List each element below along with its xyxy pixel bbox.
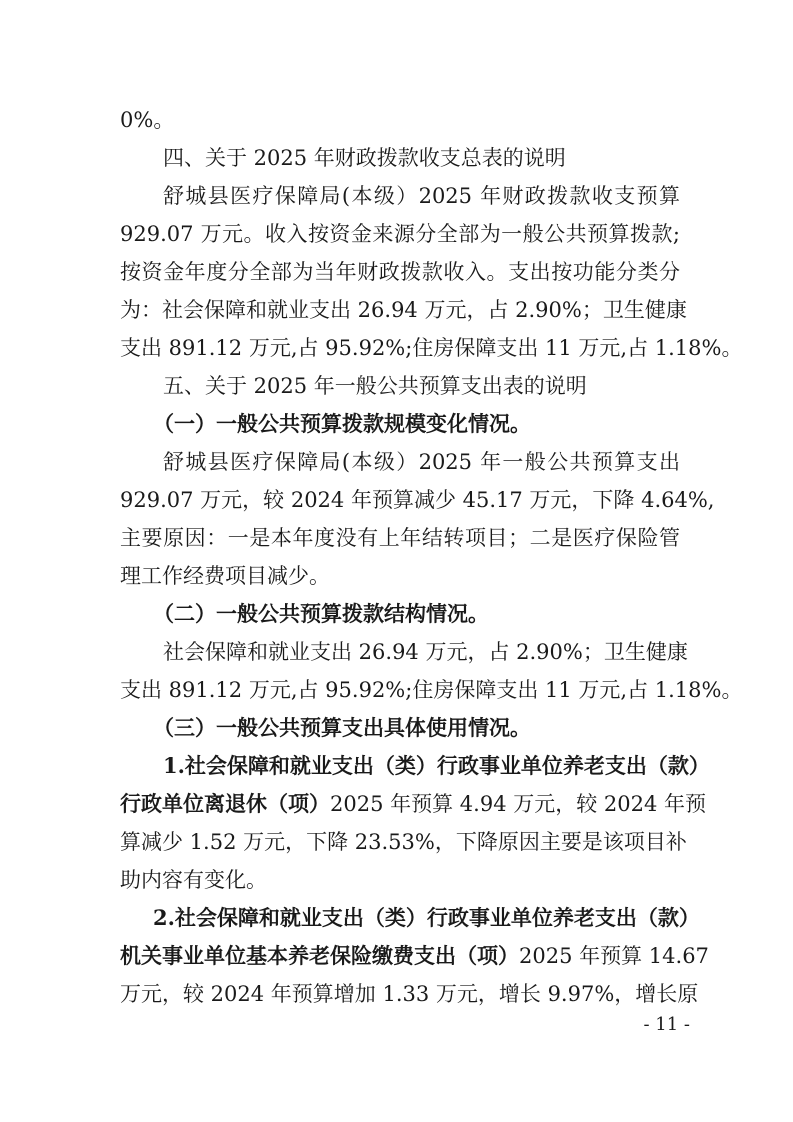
item-heading-1: 1.社会保障和就业支出（类）行政事业单位养老支出（款） bbox=[163, 753, 710, 778]
text-line: 929.07 万元。收入按资金来源分全部为一般公共预算拨款; bbox=[120, 222, 680, 246]
text-line: 为：社会保障和就业支出 26.94 万元，占 2.90%；卫生健康 bbox=[120, 298, 687, 322]
text-line: 主要原因：一是本年度没有上年结转项目；二是医疗保险管 bbox=[120, 526, 680, 550]
text-line: 0%。 bbox=[120, 108, 175, 132]
text-line: 万元，较 2024 年预算增加 1.33 万元，增长 9.97%，增长原 bbox=[120, 982, 699, 1006]
text-line: 行政单位离退休（项）2025 年预算 4.94 万元，较 2024 年预 bbox=[120, 791, 707, 816]
text-line: 理工作经费项目减少。 bbox=[120, 564, 330, 588]
text-line: 支出 891.12 万元,占 95.92%;住房保障支出 11 万元,占 1.18%。 bbox=[120, 336, 743, 360]
text-line: 社会保障和就业支出 26.94 万元，占 2.90%；卫生健康 bbox=[163, 640, 688, 664]
text-line: 算减少 1.52 万元，下降 23.53%，下降原因主要是该项目补 bbox=[120, 830, 687, 854]
text-line: 929.07 万元，较 2024 年预算减少 45.17 万元，下降 4.64%, bbox=[120, 488, 715, 512]
text-line: 机关事业单位基本养老保险缴费支出（项）2025 年预算 14.67 bbox=[120, 943, 709, 968]
text-line: 按资金年度分全部为当年财政拨款收入。支出按功能分类分 bbox=[120, 260, 680, 284]
text-line: 舒城县医疗保障局(本级）2025 年财政拨款收支预算 bbox=[163, 184, 680, 208]
item-heading-2: 2.社会保障和就业支出（类）行政事业单位养老支出（款） bbox=[153, 905, 700, 930]
text-line: 舒城县医疗保障局(本级）2025 年一般公共预算支出 bbox=[163, 450, 680, 474]
text-line: 支出 891.12 万元,占 95.92%;住房保障支出 11 万元,占 1.18%。 bbox=[120, 678, 743, 702]
page-number: - 11 - bbox=[643, 1014, 690, 1035]
section-heading-5: 五、关于 2025 年一般公共预算支出表的说明 bbox=[163, 374, 587, 398]
section-heading-4: 四、关于 2025 年财政拨款收支总表的说明 bbox=[163, 146, 566, 170]
subsection-heading-2: （二）一般公共预算拨款结构情况。 bbox=[153, 601, 489, 626]
text-line: 助内容有变化。 bbox=[120, 868, 267, 892]
subsection-heading-3: （三）一般公共预算支出具体使用情况。 bbox=[153, 715, 531, 740]
subsection-heading-1: （一）一般公共预算拨款规模变化情况。 bbox=[153, 411, 531, 436]
